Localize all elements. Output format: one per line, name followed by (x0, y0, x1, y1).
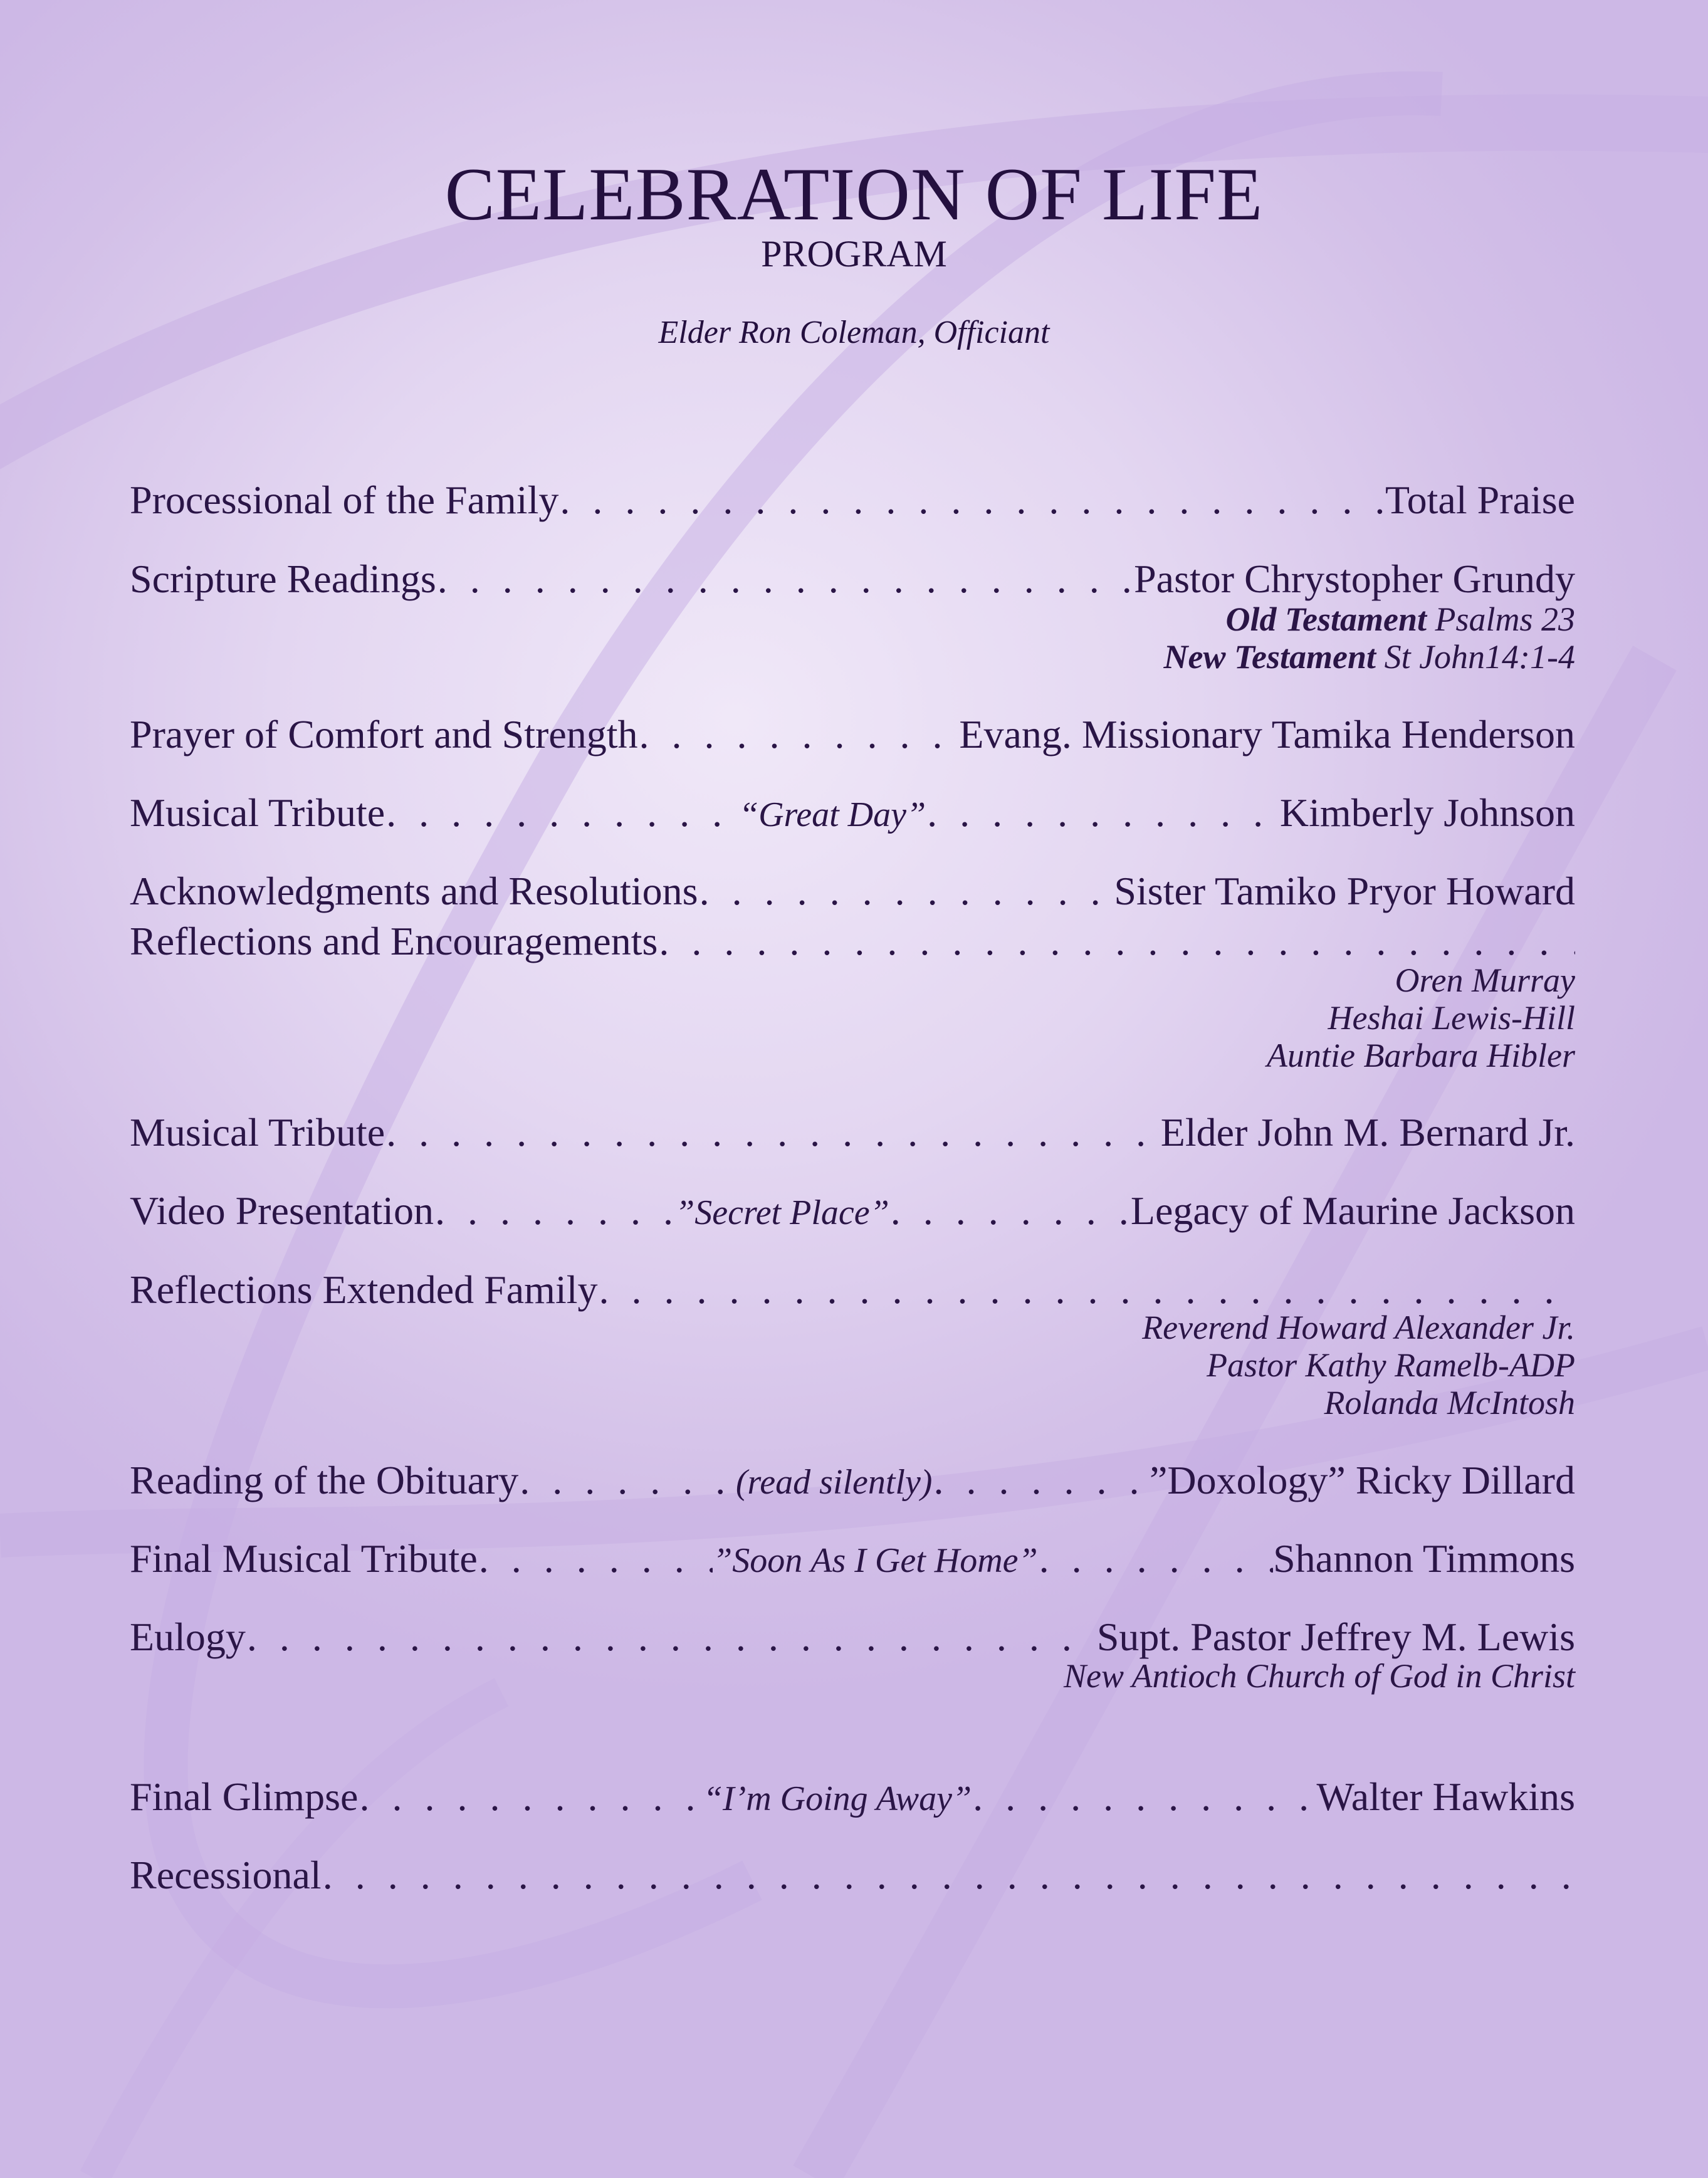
dot-leader (1038, 1534, 1273, 1584)
item-performer: Supt. Pastor Jeffrey M. Lewis (1096, 1615, 1575, 1659)
page-title: CELEBRATION OF LIFE (444, 152, 1264, 236)
item-song-title: “I’m Going Away” (703, 1779, 972, 1818)
speaker-name: Rolanda McIntosh (1324, 1384, 1575, 1421)
item-label: Eulogy (130, 1615, 246, 1659)
item-label: Musical Tribute (130, 790, 385, 835)
dot-leader (698, 866, 1114, 916)
dot-leader (434, 1186, 675, 1236)
program-item-reflections (130, 916, 1575, 966)
page-subtitle: PROGRAM (761, 233, 947, 275)
item-song-title: ”Soon As I Get Home” (713, 1541, 1038, 1580)
item-song-title: “Great Day” (738, 795, 926, 834)
program-item-reflections-family (130, 1265, 1575, 1315)
dot-leader (518, 1455, 736, 1505)
speaker-name: Heshai Lewis-Hill (1328, 999, 1575, 1037)
item-label: Reflections Extended Family (130, 1267, 598, 1312)
program-item-obituary (130, 1455, 1575, 1507)
item-label: Processional of the Family (130, 478, 559, 522)
item-performer: ”Doxology” Ricky Dillard (1150, 1458, 1575, 1502)
item-label: Video Presentation (130, 1188, 434, 1233)
program-item-processional (130, 475, 1575, 525)
dot-leader (436, 554, 1134, 604)
dot-leader (972, 1772, 1316, 1822)
item-performer: Sister Tamiko Pryor Howard (1114, 869, 1575, 913)
item-label: Reflections and Encouragements (130, 919, 658, 963)
item-label: Final Glimpse (130, 1774, 359, 1819)
scripture-new-testament (130, 638, 1575, 676)
item-performer: Shannon Timmons (1273, 1536, 1575, 1581)
item-performer: Evang. Missionary Tamika Henderson (959, 712, 1575, 757)
item-performer: Walter Hawkins (1316, 1774, 1575, 1819)
dot-leader (558, 475, 1385, 525)
church-name: New Antioch Church of God in Christ (1063, 1657, 1575, 1695)
dot-leader (322, 1850, 1575, 1900)
speaker-name: Oren Murray (1395, 961, 1575, 999)
item-song-title: ”Secret Place” (675, 1193, 889, 1232)
speaker-name: Auntie Barbara Hibler (1267, 1037, 1575, 1074)
item-performer: Legacy of Maurine Jackson (1130, 1188, 1575, 1233)
dot-leader (598, 1265, 1576, 1315)
dot-leader (385, 788, 739, 838)
dot-leader (932, 1455, 1150, 1505)
program-item-video (130, 1186, 1575, 1238)
dot-leader (358, 1772, 703, 1822)
program-item-final-musical-tribute (130, 1534, 1575, 1586)
program-item-musical-tribute-1 (130, 788, 1575, 840)
speaker-name: Reverend Howard Alexander Jr. (1142, 1309, 1575, 1346)
item-label: Prayer of Comfort and Strength (130, 712, 638, 757)
item-label: Final Musical Tribute (130, 1536, 478, 1581)
item-performer: Elder John M. Bernard Jr. (1160, 1110, 1575, 1154)
detail-text: St John14:1-4 (1384, 638, 1575, 676)
item-label: Scripture Readings (130, 557, 436, 601)
item-label: Acknowledgments and Resolutions (130, 869, 698, 913)
dot-leader (246, 1612, 1097, 1662)
detail-emph: Old Testament (1225, 600, 1427, 638)
program-item-acknowledgments (130, 866, 1575, 916)
item-performer: Total Praise (1385, 478, 1575, 522)
detail-text: Psalms 23 (1435, 600, 1575, 638)
dot-leader (385, 1107, 1161, 1158)
program-item-recessional (130, 1850, 1575, 1900)
item-performer: Pastor Chrystopher Grundy (1134, 557, 1575, 601)
program-item-scripture (130, 554, 1575, 604)
scripture-old-testament (130, 600, 1575, 638)
item-label: Reading of the Obituary (130, 1458, 519, 1502)
item-label: Recessional (130, 1853, 322, 1897)
dot-leader (926, 788, 1280, 838)
item-performer: Kimberly Johnson (1279, 790, 1575, 835)
detail-emph: New Testament (1163, 638, 1376, 676)
dot-leader (478, 1534, 713, 1584)
program-item-eulogy (130, 1612, 1575, 1662)
dot-leader (658, 916, 1575, 966)
speaker-name: Pastor Kathy Ramelb-ADP (1207, 1346, 1575, 1384)
dot-leader (889, 1186, 1131, 1236)
program-item-prayer (130, 709, 1575, 760)
dot-leader (638, 709, 960, 760)
item-label: Musical Tribute (130, 1110, 385, 1154)
program-item-musical-tribute-2 (130, 1107, 1575, 1158)
officiant-line: Elder Ron Coleman, Officiant (658, 315, 1050, 350)
item-note: (read silently) (735, 1463, 933, 1502)
program-item-final-glimpse (130, 1772, 1575, 1824)
